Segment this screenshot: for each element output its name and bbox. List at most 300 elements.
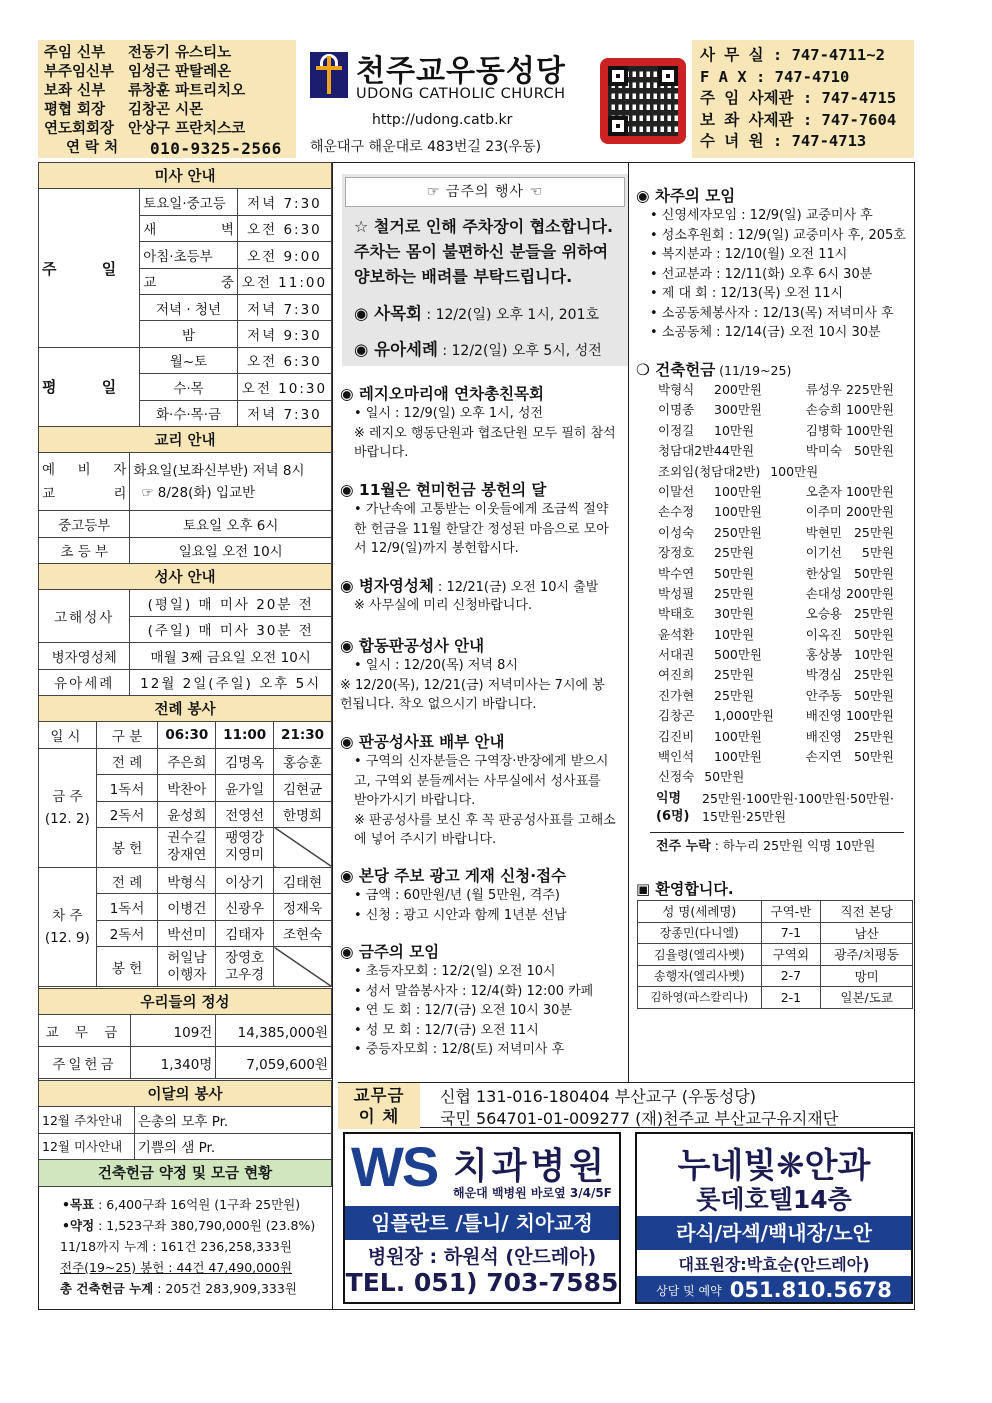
liturgy-person: 김명옥 <box>216 748 274 774</box>
monthly-title: 이달의 봉사 <box>39 1081 332 1107</box>
bank-label-line: 이 체 <box>358 1107 400 1126</box>
article-line: ※ 레지오 행동단원과 협조단원 모두 필히 참석바랍니다. <box>354 425 616 460</box>
ad-location: 해운대 백병원 바로옆 3/4/5F <box>453 1186 612 1200</box>
staff-name: 전동기 유스티노 <box>128 45 232 61</box>
event-detail: : 12/2(일) 오후 1시, 201호 <box>421 307 599 323</box>
doctrine-time: 화요일(보좌신부반) 저녁 8시 <box>133 462 305 479</box>
mass-time: 오전 6:30 <box>237 215 331 241</box>
dental-ad[interactable] <box>343 1132 621 1304</box>
legio-article <box>340 382 630 463</box>
offering-count: 109건 <box>130 1015 215 1047</box>
meeting-item: • 제 대 회 : 12/13(목) 오전 11시 <box>650 286 844 301</box>
donor-name: 이기선 <box>805 545 842 561</box>
mass-title: 미사 안내 <box>39 163 332 189</box>
section-title: ❍ 건축헌금 <box>636 361 716 379</box>
mass-time: 저녁 7:30 <box>237 189 331 215</box>
campaign-total: : 205건 283,909,333원 <box>153 1281 297 1296</box>
staff-role: 보좌 신부 <box>44 83 106 99</box>
meeting-item: • 성소후원회 : 12/9(일) 교중미사 후, 205호 <box>650 227 906 243</box>
offering-title: 우리들의 정성 <box>39 989 332 1015</box>
donation-amount: 225만원 <box>845 382 894 397</box>
staff-name: 임성근 판탈레온 <box>128 64 232 80</box>
liturgy-role: 1독서 <box>96 775 158 801</box>
donor-name: 김병학 <box>805 422 842 438</box>
newcomer-parish: 남산 <box>821 922 913 944</box>
omitted-label: 전주 누락 <box>656 838 711 854</box>
phone-line: 사 무 실 : 747-4711~2 <box>700 46 885 64</box>
donation-amount: 200만원 <box>714 382 763 397</box>
donation-amount: 100만원 <box>845 708 894 724</box>
donation-amount: 25만원 <box>714 667 755 683</box>
bank-transfer-box <box>338 1082 915 1128</box>
fund-row <box>636 686 914 706</box>
meeting-item: • 신영세자모임 : 12/9(일) 교중미사 후 <box>650 208 873 223</box>
article-line: • 일시 : 12/20(목) 저녁 8시 <box>354 658 518 673</box>
event-title: ◉ 유아세례 <box>354 340 438 359</box>
staff-name: 김창곤 시몬 <box>128 102 204 118</box>
campaign-cumulative: 11/18까지 누계 : 161건 236,258,333원 <box>60 1239 292 1254</box>
fund-row <box>636 482 914 502</box>
donor-name: 손승희 <box>805 402 842 418</box>
donation-amount: 100만원 <box>845 483 894 499</box>
donation-amount: 25만원 <box>853 667 894 683</box>
campaign-goal-label: •목표 <box>62 1197 95 1212</box>
fund-row <box>636 543 914 563</box>
ad-logo: WS <box>351 1135 438 1198</box>
meeting-item: • 연 도 회 : 12/7(금) 오전 10시 30분 <box>354 1003 572 1018</box>
liturgy-person: 이병건 <box>158 894 216 920</box>
offering-amount: 14,385,000원 <box>216 1015 332 1047</box>
liturgy-person: 한명희 <box>274 801 332 827</box>
fund-row <box>636 706 914 726</box>
liturgy-role: 봉 헌 <box>96 947 158 987</box>
phone-line: 주 임 사제관 : 747-4715 <box>700 89 897 107</box>
donor-name: 이명종 <box>658 402 695 418</box>
liturgy-head: 06:30 <box>158 722 216 748</box>
section-title: ◉ 차주의 모임 <box>636 187 736 205</box>
staff-name: 류창훈 파트리치오 <box>128 83 246 99</box>
donor-name <box>774 767 832 787</box>
staff-role: 연도회회장 <box>44 121 115 137</box>
phone-line: 보 좌 사제관 : 747-7604 <box>700 110 897 129</box>
liturgy-person: 신광우 <box>216 894 274 920</box>
meeting-item: • 선교분과 : 12/11(화) 오후 6시 30분 <box>650 266 873 282</box>
sacrament-label: 병자영성체 <box>39 643 130 669</box>
ad-location: 롯데호텔14층 <box>696 1185 852 1214</box>
mass-time: 오전 10:30 <box>237 374 331 400</box>
donation-amount <box>832 767 884 787</box>
donation-amount: 1,000만원 <box>714 708 774 724</box>
donation-amount: 25만원 <box>714 545 755 561</box>
liturgy-person: 주은희 <box>158 748 216 774</box>
next-week-label: 차 주 (12. 9) <box>39 867 97 986</box>
donation-amount: 50만원 <box>704 769 745 785</box>
fund-row <box>636 625 914 645</box>
liturgy-person: 홍승훈 <box>274 748 332 774</box>
liturgy-role: 전 례 <box>96 867 158 893</box>
ad-name: 안과 <box>804 1146 871 1186</box>
liturgy-person: 조현숙 <box>274 920 332 946</box>
fund-row <box>636 564 914 584</box>
fund-rows <box>636 380 914 788</box>
donation-amount: 44만원 <box>714 443 755 459</box>
donor-name: 김진비 <box>658 728 695 744</box>
mass-type: 토요일·중고등 <box>140 189 238 215</box>
liturgy-person: 윤성희 <box>158 801 216 827</box>
mass-type: 아침·초등부 <box>140 242 238 268</box>
sick-communion-article <box>340 574 630 616</box>
article-line: • 신청 : 광고 시안과 함께 1년분 선납 <box>354 907 567 923</box>
newcomer-district: 2-7 <box>761 965 821 987</box>
event-title: ◉ 사목회 <box>354 304 422 323</box>
penance-article <box>340 634 630 715</box>
liturgy-person: 김현균 <box>274 775 332 801</box>
donation-amount: 300만원 <box>714 402 763 418</box>
building-fund-list <box>636 358 914 854</box>
monthly-value: 기쁨의 샘 Pr. <box>134 1133 331 1159</box>
sacrament-time: 12월 2일(주일) 오후 5시 <box>130 669 332 695</box>
column-divider <box>332 162 333 1310</box>
campaign-pledge-label: •약정 <box>62 1218 95 1233</box>
phone-line: F A X : 747-4710 <box>700 67 850 86</box>
donation-amount: 50만원 <box>853 687 894 703</box>
liturgy-person: 이상기 <box>216 867 274 893</box>
church-name: 천주교우동성당 <box>356 54 566 89</box>
article-title: ◉ 합동판공성사 안내 <box>340 637 485 655</box>
bank-label-line: 교무금 <box>353 1086 405 1105</box>
offering-count: 1,340명 <box>130 1047 215 1079</box>
liturgy-person: 윤가일 <box>216 775 274 801</box>
donor-name: 오승용 <box>805 606 842 622</box>
next-week-meetings <box>636 184 914 343</box>
doctrine-label: 중고등부 <box>39 511 130 537</box>
phone-box <box>692 40 914 158</box>
donor-name: 김창곤 <box>658 708 695 724</box>
fund-row <box>636 727 914 747</box>
liturgy-table <box>38 695 332 987</box>
donation-amount: 25만원 <box>853 606 894 622</box>
contact-number: 010-9325-2566 <box>150 139 282 158</box>
monthly-value: 은총의 모후 Pr. <box>134 1107 331 1133</box>
events-header: ☞ 금주의 행사 ☜ <box>345 177 625 207</box>
liturgy-role: 2독서 <box>96 920 158 946</box>
donation-amount: 200만원 <box>845 504 894 520</box>
article-title: ◉ 11월은 현미헌금 봉헌의 달 <box>340 481 547 499</box>
liturgy-head: 21:30 <box>274 722 332 748</box>
doctrine-note: ☞ 8/28(화) 입교반 <box>141 484 256 501</box>
campaign-goal: : 6,400구좌 16억원 (1구좌 25만원) <box>94 1197 301 1212</box>
omitted-text: : 하누리 25만원 익명 10만원 <box>710 837 876 853</box>
church-address: 해운대구 해운대로 483번길 23(우동) <box>310 139 542 155</box>
article-line: • 일시 : 12/9(일) 오후 1시, 성전 <box>354 406 544 421</box>
staff-role: 평협 회장 <box>44 102 106 118</box>
article-line: • 가난속에 고통받는 이웃들에게 조금씩 절약한 헌금을 11월 한달간 정성된 마음으로 모아서 12/9(일)까지 봉헌합시다. <box>354 502 609 556</box>
donor-name: 장정호 <box>658 545 695 561</box>
offering-table <box>38 988 332 1079</box>
meeting-item: • 성 모 회 : 12/7(금) 오전 11시 <box>354 1022 539 1038</box>
doctrine-label: 초 등 부 <box>39 537 130 563</box>
monthly-label: 12월 주차안내 <box>39 1107 135 1133</box>
liturgy-person: 박선미 <box>158 920 216 946</box>
donor-name: 배진영 <box>805 708 842 724</box>
mass-type: 월~토 <box>140 347 238 373</box>
fund-row <box>636 523 914 543</box>
eye-clinic-ad[interactable] <box>635 1132 913 1304</box>
welcome-table <box>637 900 913 1009</box>
donation-amount <box>873 462 914 482</box>
donor-name: 윤석환 <box>658 626 695 642</box>
campaign-total-label: 총 건축헌금 누계 <box>60 1281 154 1296</box>
offering-amount: 7,059,600원 <box>216 1047 332 1079</box>
liturgy-role: 2독서 <box>96 801 158 827</box>
donor-name: 안주동 <box>805 687 842 703</box>
article-title: ◉ 본당 주보 광고 게재 신청·접수 <box>340 867 567 885</box>
phone-line: 수 녀 원 : 747-4713 <box>700 132 867 150</box>
donor-name: 오춘자 <box>805 483 842 499</box>
mass-type: 수·목 <box>140 374 238 400</box>
donor-name: 서대권 <box>658 647 695 663</box>
article-title: ◉ 판공성사표 배부 안내 <box>340 733 505 751</box>
donor-name: 류성우 <box>805 382 842 397</box>
fund-row <box>636 747 914 767</box>
fund-row <box>636 441 914 461</box>
donation-amount: 10만원 <box>714 626 755 642</box>
doctrine-label: 예 비 자 교 리 <box>39 453 130 511</box>
mass-type: 새 벽 <box>140 215 238 241</box>
donation-amount: 5만원 <box>861 545 894 561</box>
donation-amount: 100만원 <box>714 483 763 499</box>
liturgy-person: 권수길 장재연 <box>158 827 216 867</box>
article-line: • 금액 : 60만원/년 (월 5만원, 격주) <box>354 888 560 903</box>
sacrament-table <box>38 563 332 696</box>
ad-name: 치과병원 <box>453 1146 609 1187</box>
donor-name: 박미숙 <box>805 443 842 459</box>
staff-role: 연 락 처 <box>66 140 119 156</box>
welcome-title: ▣ 환영합니다. <box>636 880 734 898</box>
sacrament-time: 매월 3째 금요일 오전 10시 <box>130 643 332 669</box>
newcomer-district: 구역외 <box>761 944 821 966</box>
welcome-head: 구역-반 <box>761 901 821 923</box>
bank-label <box>338 1083 420 1129</box>
liturgy-role: 1독서 <box>96 894 158 920</box>
ad-phone: 051.810.5678 <box>729 1278 892 1302</box>
donation-amount: 50만원 <box>714 565 755 581</box>
mass-time: 오전 6:30 <box>237 347 331 373</box>
donor-name: 이옥진 <box>805 626 842 642</box>
parking-notice: ☆ 철거로 인해 주차장이 협소합니다. 주차는 몸이 불편하신 분들을 위하여 양보하는 배려를 부탁드립니다. <box>354 217 614 286</box>
ad-services: 임플란트 /틀니/ 치아교정 <box>345 1206 619 1240</box>
newcomer-parish: 일본/도쿄 <box>821 987 913 1009</box>
liturgy-role: 봉 헌 <box>96 827 158 867</box>
fund-row <box>636 502 914 522</box>
ad-services: 라식/라섹/백내장/노안 <box>637 1216 911 1250</box>
liturgy-head: 구 분 <box>96 722 158 748</box>
ad-director: 대표원장:박효순(안드레아) <box>678 1255 870 1274</box>
meeting-item: • 소공동체 : 12/14(금) 오전 10시 30분 <box>650 325 881 340</box>
monthly-service-table <box>38 1080 332 1187</box>
article-line: ※ 사무실에 미리 신청바랍니다. <box>354 598 533 613</box>
donor-name: 손대성 <box>805 585 842 601</box>
liturgy-person: 허일남 이행자 <box>158 947 216 987</box>
meeting-item: • 소공동체봉사자 : 12/13(목) 저녁미사 후 <box>650 305 894 321</box>
mass-time: 저녁 7:30 <box>237 400 331 426</box>
donation-amount: 50만원 <box>853 443 894 459</box>
donation-amount: 250만원 <box>714 524 763 540</box>
article-detail: : 12/21(금) 오전 10시 출발 <box>433 580 599 595</box>
donation-amount: 100만원 <box>770 463 819 479</box>
donor-name: 한상일 <box>805 565 842 581</box>
fund-row <box>636 380 914 400</box>
penance-ticket-article <box>340 730 630 850</box>
donation-amount: 25만원 <box>714 687 755 703</box>
offering-label: 교 무 금 <box>39 1015 131 1047</box>
liturgy-role: 전 례 <box>96 748 158 774</box>
donor-name: 진가현 <box>658 687 695 703</box>
article-title: ◉ 레지오마리애 연차총친목회 <box>340 385 544 403</box>
liturgy-title: 전례 봉사 <box>39 696 332 722</box>
donor-name: 박수연 <box>658 565 695 581</box>
rice-offering-article <box>340 478 630 559</box>
article-line: • 구역의 신자분들은 구역장·반장에게 받으시고, 구역외 분들께서는 사무실에서 성사표를 받아가시기 바랍니다. <box>354 754 609 808</box>
donor-name: 홍상봉 <box>805 647 842 663</box>
campaign-last-week: 전주(19~25) 봉헌 : 44건 47,490,000원 <box>60 1260 293 1275</box>
donor-name: 이주미 <box>805 504 842 520</box>
donation-amount: 25만원 <box>714 585 755 601</box>
article-line: ※ 12/20(목), 12/21(금) 저녁미사는 7시에 봉헌됩니다. 착오 없으시기 바랍니다. <box>340 677 605 712</box>
mass-type: 화·수·목·금 <box>140 400 238 426</box>
ad-phone: TEL. 051) 703-7585 <box>345 1268 619 1297</box>
empty-cell <box>274 947 332 987</box>
fund-row <box>636 604 914 624</box>
qr-code-icon[interactable] <box>600 58 686 144</box>
fund-row <box>636 665 914 685</box>
fund-row <box>636 645 914 665</box>
newcomer-district: 7-1 <box>761 922 821 944</box>
donor-name: 박성필 <box>658 585 695 601</box>
fund-period: (11/19~25) <box>715 363 792 378</box>
donation-amount: 50만원 <box>853 565 894 581</box>
mass-type: 저녁 · 청년 <box>140 294 238 320</box>
campaign-title: 건축헌금 약정 및 모금 현황 <box>39 1160 332 1186</box>
fund-row <box>636 400 914 420</box>
newcomer-parish: 망미 <box>821 965 913 987</box>
meeting-item: • 복지분과 : 12/10(월) 오전 11시 <box>650 247 848 262</box>
meeting-item: • 초등자모회 : 12/2(일) 오전 10시 <box>354 964 556 979</box>
donor-name: 신정숙 <box>658 769 695 785</box>
fund-row <box>636 421 914 441</box>
liturgy-person: 장영호 고우경 <box>216 947 274 987</box>
donor-name: 배진영 <box>805 728 842 744</box>
donor-name: 박형식 <box>658 382 695 397</box>
liturgy-head: 일시 <box>39 722 97 748</box>
donor-name: 박태호 <box>658 606 695 622</box>
bank-account-2: 국민 564701-01-009277 (재)천주교 부산교구유지재단 <box>440 1109 839 1128</box>
doctrine-title: 교리 안내 <box>39 427 332 453</box>
weekday-label: 평 일 <box>39 347 140 426</box>
mass-time: 저녁 7:30 <box>237 294 331 320</box>
staff-role: 부주임신부 <box>44 64 115 80</box>
donor-name: 박현민 <box>805 524 842 540</box>
liturgy-person: 김태자 <box>216 920 274 946</box>
donation-amount: 100만원 <box>714 749 763 765</box>
campaign-pledge: : 1,523구좌 380,790,000원 (23.8%) <box>94 1218 316 1233</box>
mass-time: 오전 9:00 <box>237 242 331 268</box>
bank-account-1: 신협 131-016-180404 부산교구 (우동성당) <box>440 1087 757 1106</box>
church-url[interactable]: http://udong.catb.kr <box>372 112 513 128</box>
church-logo-icon <box>310 52 348 98</box>
donation-amount: 50만원 <box>853 626 894 642</box>
donor-name: 손수정 <box>658 504 695 520</box>
donor-name: 이정길 <box>658 422 695 438</box>
newcomer-name: 김율령(엘리사벳) <box>638 944 762 966</box>
liturgy-person: 박형식 <box>158 867 216 893</box>
event-detail: : 12/2(일) 오후 5시, 성전 <box>437 343 602 359</box>
donor-name: 손지연 <box>805 749 842 765</box>
article-line: ※ 판공성사를 보신 후 꼭 판공성사표를 고해소에 넣어 주시기 바랍니다. <box>354 812 616 847</box>
donor-name: 이말선 <box>658 483 695 499</box>
sacrament-title: 성사 안내 <box>39 564 332 590</box>
confession-time: (평일) 매 미사 20분 전 <box>130 590 332 616</box>
doctrine-time: 일요일 오전 10시 <box>130 537 332 563</box>
mass-type: 교 중 <box>140 268 238 294</box>
newcomer-name: 김하영(파스칼리나) <box>638 987 762 1009</box>
fund-row <box>636 584 914 604</box>
confession-time: (주일) 매 미사 30분 전 <box>130 616 332 642</box>
newcomer-name: 장종민(다니엘) <box>638 922 762 944</box>
staff-box <box>38 40 296 158</box>
ad-phone-label: 상담 및 예약 <box>656 1283 722 1298</box>
donation-amount: 10만원 <box>714 422 755 438</box>
mass-table <box>38 162 332 427</box>
anon-label: 익명 (6명) <box>656 790 690 824</box>
donor-name: 이성숙 <box>658 524 695 540</box>
donation-amount: 100만원 <box>714 504 763 520</box>
donor-name: 조외임(청담대2반) <box>658 463 761 479</box>
newcomer-name: 송행자(엘리사벳) <box>638 965 762 987</box>
mass-time: 오전 11:00 <box>237 268 331 294</box>
ad-director: 병원장 : 하원석 (안드레아) <box>367 1246 597 1268</box>
liturgy-person: 팽영강 지영미 <box>216 827 274 867</box>
liturgy-head: 11:00 <box>216 722 274 748</box>
donation-amount: 500만원 <box>714 647 763 663</box>
donation-amount: 30만원 <box>714 606 755 622</box>
liturgy-person: 박찬아 <box>158 775 216 801</box>
offering-label: 주일헌금 <box>39 1047 131 1079</box>
meeting-item: • 중등자모회 : 12/8(토) 저녁미사 후 <box>354 1042 565 1057</box>
welcome-head: 성 명(세례명) <box>638 901 762 923</box>
fund-row <box>636 767 914 787</box>
donor-name: 청담대2반 <box>658 443 715 459</box>
meeting-item: • 성서 말씀봉사자 : 12/4(화) 12:00 카페 <box>354 983 594 999</box>
article-title: ◉ 금주의 모임 <box>340 943 440 961</box>
liturgy-person: 전영선 <box>216 801 274 827</box>
donation-amount: 10만원 <box>853 647 894 663</box>
bulletin-ad-article <box>340 864 630 925</box>
church-english-name: UDONG CATHOLIC CHURCH <box>356 86 566 102</box>
donor-name: 백인석 <box>658 749 695 765</box>
fund-row <box>636 462 914 482</box>
donor-name: 여진희 <box>658 667 695 683</box>
article-title: ◉ 병자영성체 <box>340 577 434 595</box>
donation-amount: 25만원 <box>853 524 894 540</box>
staff-role: 주임 신부 <box>44 45 106 61</box>
liturgy-person: 정재욱 <box>274 894 332 920</box>
this-week-label: 금 주 (12. 2) <box>39 748 97 867</box>
donation-amount: 100만원 <box>845 402 894 418</box>
sunday-label: 주 일 <box>39 189 140 347</box>
donor-name: 박경심 <box>805 667 842 683</box>
mass-type: 밤 <box>140 321 238 347</box>
